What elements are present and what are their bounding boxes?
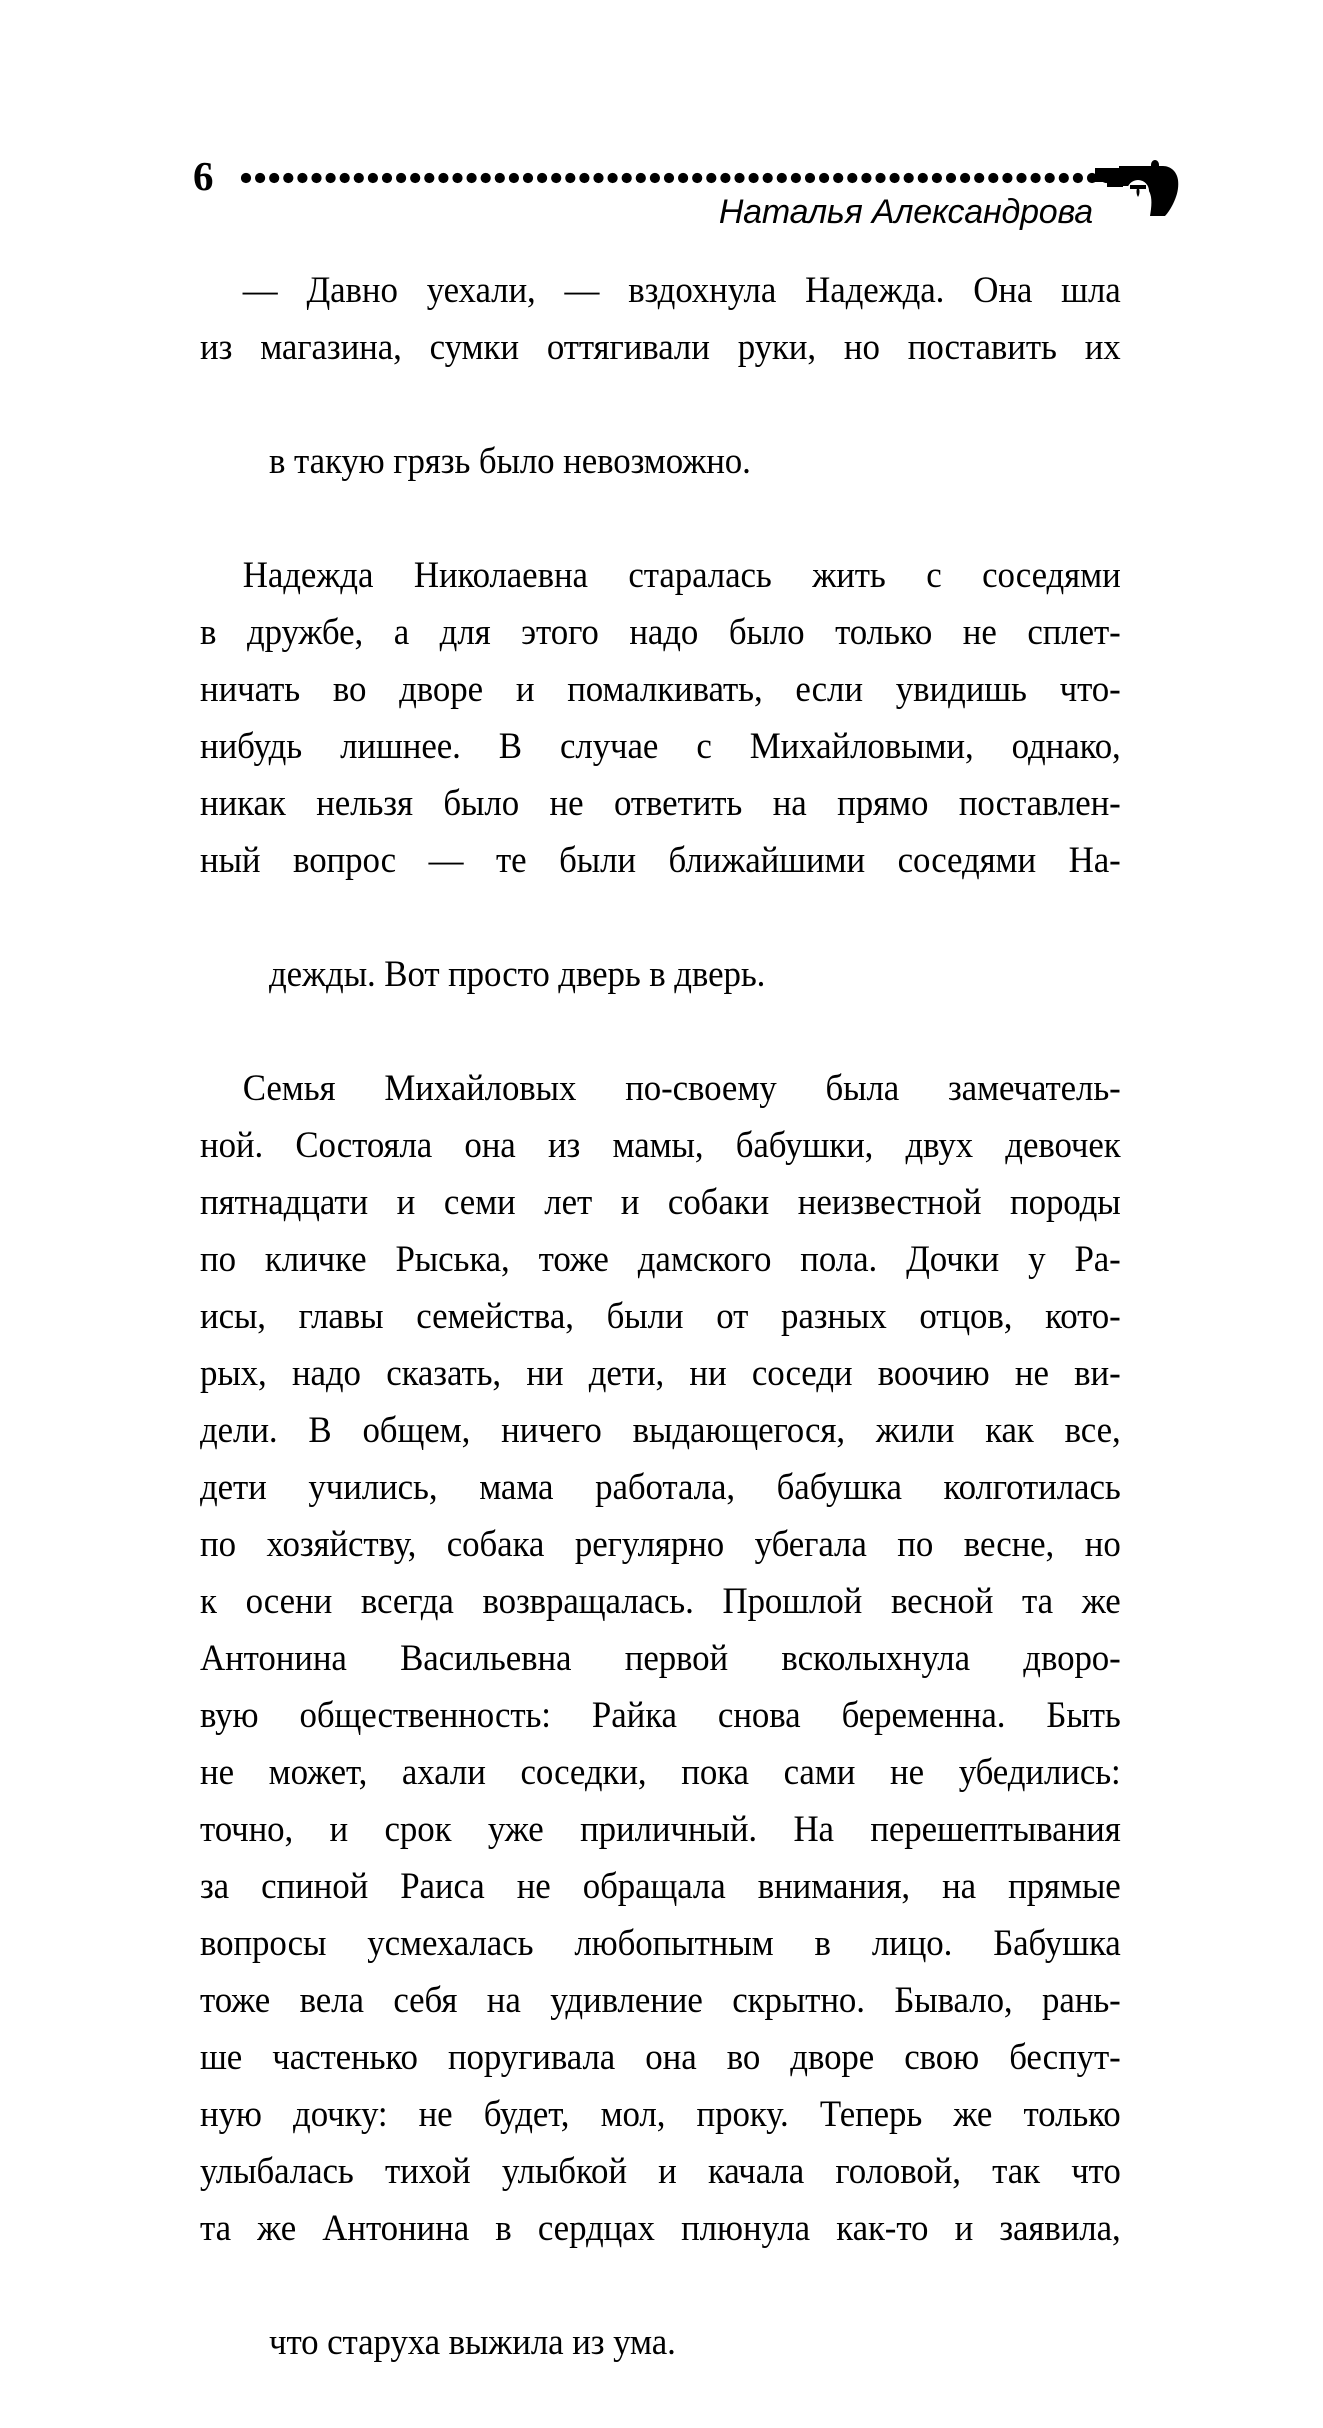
text-word: же [953, 2094, 993, 2135]
pistol-icon [1093, 156, 1211, 218]
text-word: Теперь [819, 2094, 923, 2135]
text-word: Рыська, [395, 1239, 510, 1280]
text-word: нибудь [200, 726, 303, 767]
text-word: двух [905, 1125, 974, 1166]
text-word: замечатель- [947, 1068, 1121, 1109]
text-word: обращала [582, 1866, 726, 1907]
text-word: породы [1010, 1182, 1121, 1223]
text-line [200, 775, 1121, 832]
text-word: вопросы [200, 1923, 327, 1964]
text-word: и [658, 2151, 677, 2192]
text-word: так [992, 2151, 1040, 2192]
text-line [200, 661, 1121, 718]
text-line [200, 376, 1121, 547]
text-word: ную [200, 2094, 262, 2135]
text-word: были [559, 840, 636, 881]
paragraph-3 [200, 1060, 1121, 2428]
text-word: весне, [963, 1524, 1055, 1565]
text-word: она [464, 1125, 516, 1166]
text-word: и [515, 669, 535, 710]
text-word: Михайловых [384, 1068, 577, 1109]
text-word: заявила, [999, 2208, 1121, 2249]
text-word: по [200, 1524, 236, 1565]
text-word: не [890, 1752, 925, 1793]
text-word: та [1022, 1581, 1053, 1622]
text-word: для [439, 612, 491, 653]
text-word: В [308, 1410, 332, 1451]
text-word: семи [443, 1182, 516, 1223]
text-word: выдающегося, [632, 1410, 845, 1451]
text-word: кото- [1045, 1296, 1121, 1337]
text-word: не [516, 1866, 551, 1907]
text-word: случае [560, 726, 659, 767]
text-word: дворе [399, 669, 484, 710]
text-word: мамы, [612, 1125, 704, 1166]
text-word: девочек [1005, 1125, 1121, 1166]
author-name: Наталья Александрова [718, 193, 1093, 231]
text-word: а [393, 612, 410, 653]
text-line [200, 1573, 1121, 1630]
text-line [200, 547, 1121, 604]
text-word: приличный. [580, 1809, 758, 1850]
text-word: было [728, 612, 805, 653]
text-word: и [620, 1182, 640, 1223]
text-word: дворо- [1023, 1638, 1121, 1679]
text-word: перешептывания [870, 1809, 1121, 1850]
text-word: только [835, 612, 933, 653]
paragraph-1 [200, 262, 1121, 547]
text-word: были [606, 1296, 684, 1337]
text-word: сказать, [386, 1353, 502, 1394]
text-line [200, 1345, 1121, 1402]
text-word: и [329, 1809, 349, 1850]
text-word: удивление [550, 1980, 703, 2021]
text-line [200, 1117, 1121, 1174]
text-word: бабушки, [735, 1125, 874, 1166]
text-word: соседями [897, 840, 1037, 881]
text-word: первой [624, 1638, 729, 1679]
text-line [200, 1801, 1121, 1858]
text-word: В [498, 726, 522, 767]
text-word: дочку: [293, 2094, 388, 2135]
text-word: во [726, 2037, 761, 2078]
text-word: ной. [200, 1125, 264, 1166]
text-word: Давно [306, 270, 398, 311]
text-word: срок [384, 1809, 452, 1850]
text-word: главы [298, 1296, 384, 1337]
text-word: частенько [272, 2037, 418, 2078]
text-line [200, 319, 1121, 376]
paragraph-2 [200, 547, 1121, 1060]
text-word: только [1023, 2094, 1121, 2135]
text-word: в [814, 1923, 831, 1964]
text-word: старалась [628, 555, 772, 596]
text-word: оттягивали [546, 327, 710, 368]
text-line [200, 262, 1121, 319]
text-line [200, 1174, 1121, 1231]
text-word: рых, [200, 1353, 267, 1394]
text-word: жили [875, 1410, 955, 1451]
text-word: Ра- [1074, 1239, 1121, 1280]
text-word: от [716, 1296, 749, 1337]
text-word: с [926, 555, 942, 596]
text-word: работала, [595, 1467, 735, 1508]
text-word: ни [526, 1353, 564, 1394]
text-word: по-своему [625, 1068, 777, 1109]
text-word: и [954, 2208, 974, 2249]
text-line [200, 1402, 1121, 1459]
text-word: прямо [837, 783, 929, 824]
text-word: в [495, 2208, 512, 2249]
text-word: как-то [836, 2208, 929, 2249]
text-word: любопытным [574, 1923, 774, 1964]
text-word: в [200, 612, 217, 653]
text-word: пятнадцати [200, 1182, 369, 1223]
text-word: усмехалась [367, 1923, 534, 1964]
text-line [200, 1630, 1121, 1687]
text-word: ничего [501, 1410, 602, 1451]
text-word: магазина, [260, 327, 402, 368]
text-word: Надежда [242, 555, 374, 596]
text-word: поставлен- [958, 783, 1121, 824]
text-word: надо [291, 1353, 361, 1394]
text-word: — [428, 840, 464, 881]
text-word: все, [1064, 1410, 1121, 1451]
text-line [200, 718, 1121, 775]
text-word: нельзя [316, 783, 413, 824]
text-line [200, 1060, 1121, 1117]
text-word: этого [521, 612, 599, 653]
text-line [200, 1516, 1121, 1573]
text-word: дели. [200, 1410, 278, 1451]
text-word: плюнула [681, 2208, 811, 2249]
text-word: дети, [588, 1353, 665, 1394]
text-word: ничать [200, 669, 301, 710]
text-line-content: в такую грязь было невозможно. [269, 441, 751, 482]
text-word: дворе [790, 2037, 875, 2078]
text-word: кличке [264, 1239, 367, 1280]
text-word: общественность: [299, 1695, 551, 1736]
text-word: возвращалась. [482, 1581, 694, 1622]
text-word: На- [1068, 840, 1121, 881]
text-word: беременна. [841, 1695, 1006, 1736]
text-line [200, 832, 1121, 889]
text-word: по [200, 1239, 236, 1280]
text-word: головой, [835, 2151, 961, 2192]
text-line [200, 2143, 1121, 2200]
text-word: бабушка [776, 1467, 902, 1508]
text-word: Михайловыми, [749, 726, 974, 767]
text-word: лишнее. [340, 726, 461, 767]
text-line [200, 1972, 1121, 2029]
text-word: Раиса [400, 1866, 485, 1907]
text-word: соседки, [520, 1752, 647, 1793]
text-word: хозяйству, [266, 1524, 417, 1565]
text-word: вую [200, 1695, 259, 1736]
text-word: с [696, 726, 712, 767]
text-word: разных [781, 1296, 887, 1337]
text-word: что [1071, 2151, 1121, 2192]
text-word: их [1084, 327, 1121, 368]
text-word: на [942, 1866, 977, 1907]
text-word: свою [904, 2037, 980, 2078]
text-word: уже [487, 1809, 544, 1850]
text-word: дружбе, [246, 612, 364, 653]
text-word: Состояла [295, 1125, 433, 1166]
text-line [200, 1744, 1121, 1801]
text-word: мама [479, 1467, 554, 1508]
text-word: — [242, 270, 278, 311]
dotted-rule-ornament [241, 172, 1171, 184]
text-word: увидишь [895, 669, 1027, 710]
text-word: прямые [1008, 1866, 1121, 1907]
text-word: Бабушка [993, 1923, 1121, 1964]
text-line [200, 1231, 1121, 1288]
text-word: сумки [429, 327, 519, 368]
text-word: ше [200, 2037, 243, 2078]
text-word: осени [245, 1581, 333, 1622]
text-word: не [1014, 1353, 1049, 1394]
text-word: из [547, 1125, 581, 1166]
text-word: собака [446, 1524, 545, 1565]
text-word: всколыхнула [781, 1638, 971, 1679]
text-word: Антонина [200, 1638, 347, 1679]
text-word: сами [783, 1752, 856, 1793]
text-word: тоже [538, 1239, 609, 1280]
text-word: учились, [308, 1467, 438, 1508]
text-line-content: что старуха выжила из ума. [269, 2322, 676, 2363]
text-word: было [443, 783, 520, 824]
text-line [200, 1288, 1121, 1345]
text-word: ахали [401, 1752, 486, 1793]
text-line [200, 1459, 1121, 1516]
text-word: точно, [200, 1809, 294, 1850]
text-word: та [200, 2208, 231, 2249]
text-word: регулярно [574, 1524, 725, 1565]
text-word: пола. [800, 1239, 878, 1280]
text-line-content: дежды. Вот просто дверь в дверь. [269, 954, 766, 995]
text-word: отцов, [919, 1296, 1013, 1337]
text-word: сплет- [1027, 612, 1121, 653]
text-word: вздохнула [628, 270, 777, 311]
text-line [200, 2086, 1121, 2143]
running-head [193, 148, 1203, 258]
text-word: ответить [613, 783, 743, 824]
text-word: тоже [200, 1980, 271, 2021]
text-word: не [418, 2094, 453, 2135]
text-line [200, 1915, 1121, 1972]
text-word: по [897, 1524, 934, 1565]
text-word: вела [299, 1980, 364, 2021]
text-line [200, 1858, 1121, 1915]
text-word: пока [681, 1752, 749, 1793]
text-word: будет, [483, 2094, 570, 2135]
page-number: 6 [193, 153, 214, 199]
text-word: не [962, 612, 997, 653]
text-word: руки, [737, 327, 816, 368]
text-word: убедились: [958, 1752, 1121, 1793]
text-word: неизвестной [797, 1182, 982, 1223]
text-word: Николаевна [413, 555, 588, 596]
text-word: дети [200, 1467, 267, 1508]
text-word: снова [717, 1695, 801, 1736]
text-word: никак [200, 783, 286, 824]
text-word: поставить [907, 327, 1057, 368]
text-word: она [645, 2037, 697, 2078]
text-word: к [200, 1581, 217, 1622]
text-word: улыбалась [200, 2151, 354, 2192]
text-word: лет [544, 1182, 593, 1223]
text-line [200, 2029, 1121, 2086]
text-word: надо [629, 612, 699, 653]
text-word: за [200, 1866, 230, 1907]
text-word: Антонина [322, 2208, 470, 2249]
text-word: Дочки [906, 1239, 1000, 1280]
text-word: улыбкой [501, 2151, 627, 2192]
text-word: спиной [261, 1866, 369, 1907]
text-word: сердцах [537, 2208, 655, 2249]
text-word: дамского [637, 1239, 772, 1280]
text-word: тихой [384, 2151, 471, 2192]
text-word: всегда [360, 1581, 454, 1622]
text-word: беспут- [1009, 2037, 1121, 2078]
text-word: Она [973, 270, 1033, 311]
text-word: же [257, 2208, 297, 2249]
text-word: помалкивать, [567, 669, 763, 710]
text-word: может, [268, 1752, 368, 1793]
text-word: но [1084, 1524, 1121, 1565]
text-word: на [772, 783, 807, 824]
page-body [200, 262, 1120, 2428]
text-word: у [1028, 1239, 1046, 1280]
text-word: Прошлой [722, 1581, 863, 1622]
text-word: ный [200, 840, 261, 881]
text-line [200, 889, 1121, 1060]
text-word: убегала [754, 1524, 867, 1565]
text-word: ви- [1074, 1353, 1121, 1394]
text-word: Бывало, [894, 1980, 1013, 2021]
text-word: рань- [1042, 1980, 1121, 2021]
text-word: колготилась [943, 1467, 1121, 1508]
text-word: Надежда. [805, 270, 945, 311]
text-word: соседями [982, 555, 1121, 596]
text-word: из [200, 327, 233, 368]
text-word: соседи [751, 1353, 853, 1394]
text-word: мол, [600, 2094, 666, 2135]
text-word: ближайшими [668, 840, 866, 881]
text-word: но [843, 327, 880, 368]
text-word: Семья [242, 1068, 336, 1109]
text-word: не [200, 1752, 234, 1793]
text-line [200, 2200, 1121, 2257]
text-word: те [495, 840, 527, 881]
text-word: не [549, 783, 584, 824]
text-word: и [396, 1182, 416, 1223]
text-word: во [332, 669, 367, 710]
text-word: однако, [1011, 726, 1121, 767]
text-word: на [486, 1980, 521, 2021]
text-word: качала [707, 2151, 805, 2192]
text-line [200, 604, 1121, 661]
text-word: собаки [667, 1182, 770, 1223]
text-word: весной [890, 1581, 994, 1622]
text-word: ни [689, 1353, 727, 1394]
text-word: если [795, 669, 863, 710]
text-word: жить [812, 555, 886, 596]
text-word: Васильевна [400, 1638, 572, 1679]
text-word: вопрос [293, 840, 397, 881]
text-line [200, 1687, 1121, 1744]
text-word: лицо. [871, 1923, 953, 1964]
text-word: исы, [200, 1296, 266, 1337]
text-word: что- [1059, 669, 1121, 710]
text-word: как [985, 1410, 1034, 1451]
text-word: же [1081, 1581, 1121, 1622]
text-word: шла [1061, 270, 1121, 311]
text-word: — [564, 270, 600, 311]
text-word: поругивала [447, 2037, 616, 2078]
text-line [200, 2257, 1121, 2428]
text-word: общем, [362, 1410, 471, 1451]
text-word: Райка [591, 1695, 677, 1736]
text-word: воочию [877, 1353, 990, 1394]
text-word: проку. [696, 2094, 789, 2135]
text-word: уехали, [426, 270, 536, 311]
text-word: была [825, 1068, 900, 1109]
text-word: Быть [1046, 1695, 1121, 1736]
text-word: семейства, [416, 1296, 574, 1337]
text-word: скрытно. [732, 1980, 865, 2021]
text-word: На [793, 1809, 834, 1850]
text-word: внимания, [757, 1866, 911, 1907]
text-word: себя [393, 1980, 458, 2021]
